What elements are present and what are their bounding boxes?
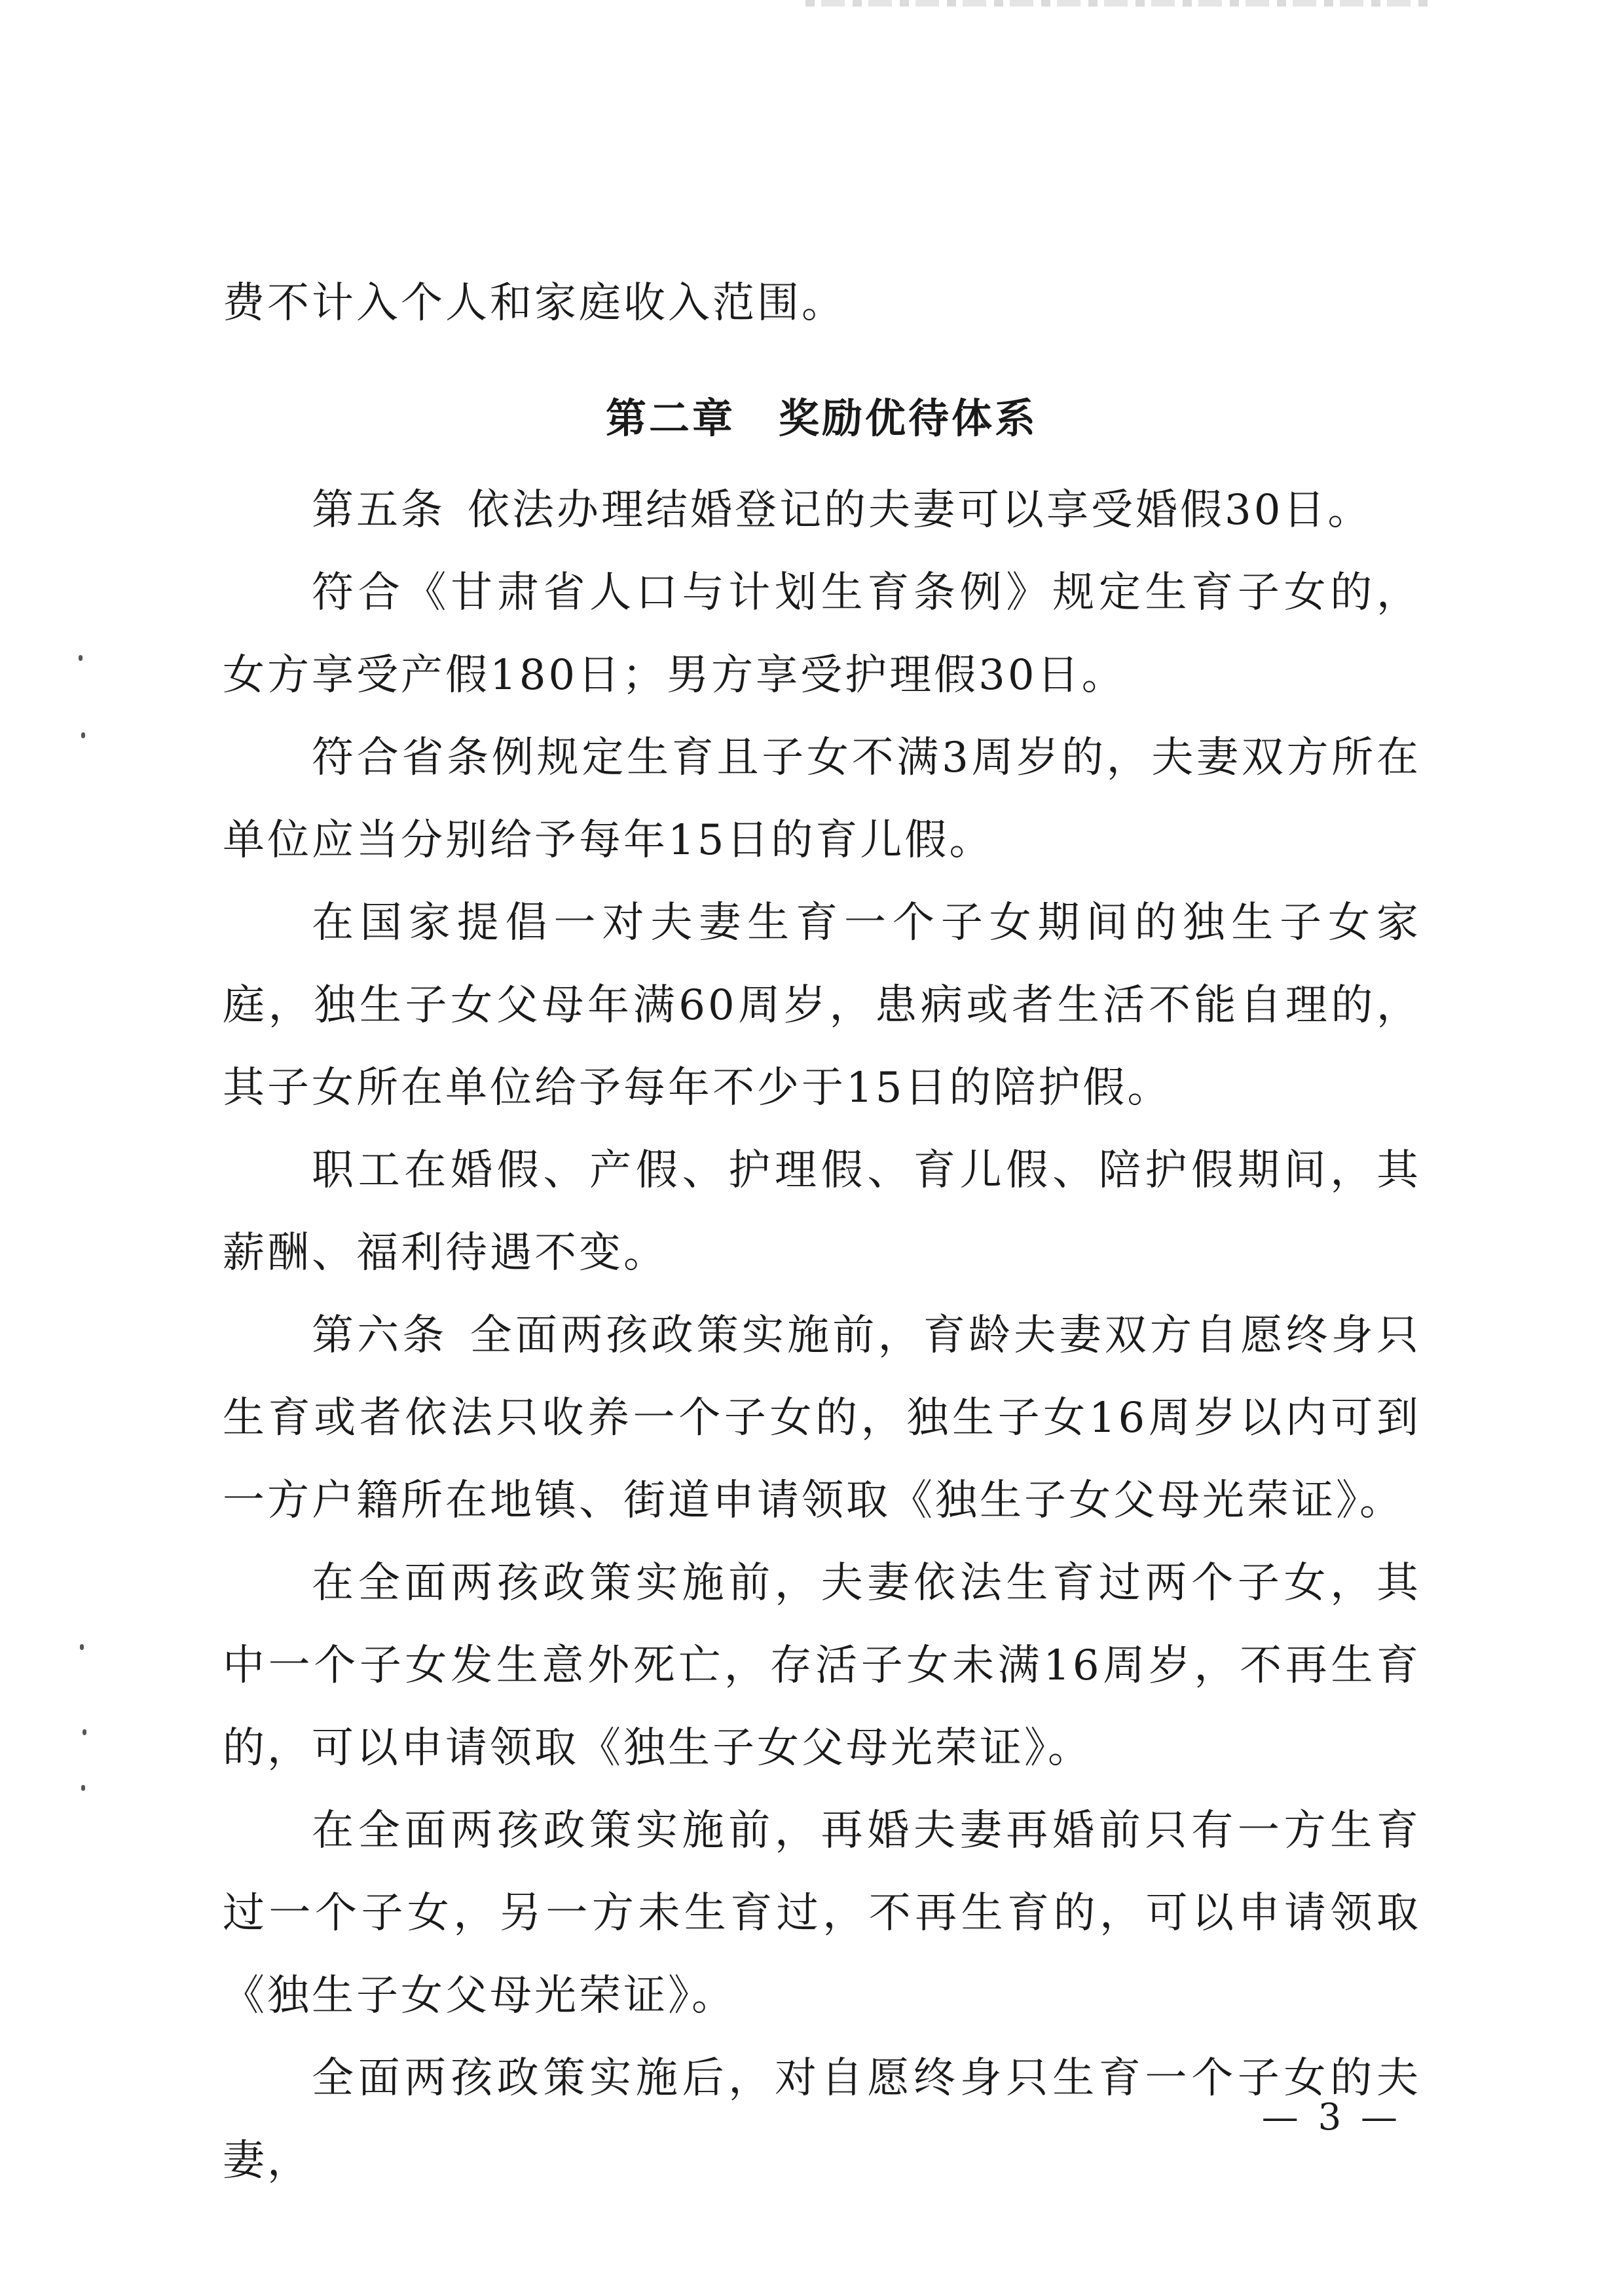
paragraph bbox=[223, 552, 1421, 717]
paragraph bbox=[223, 1790, 1421, 2037]
article-heading: 第五条 bbox=[312, 486, 445, 534]
paragraph-text: 在全面两孩政策实施前，再婚夫妻再婚前只有一方生育过一个子女，另一方未生育过，不再生育的，可以申请领取《独生子女父母光荣证》。 bbox=[223, 1807, 1421, 2020]
body-text bbox=[223, 262, 1421, 2202]
paragraph-text: 符合省条例规定生育且子女不满3周岁的，夫妻双方所在单位应当分别给予每年15日的育儿假。 bbox=[223, 734, 1421, 865]
paragraph-text: 全面两孩政策实施后，对自愿终身只生育一个子女的夫妻， bbox=[223, 2054, 1421, 2185]
paragraph bbox=[223, 1542, 1421, 1790]
paragraph-text: 依法办理结婚登记的夫妻可以享受婚假30日。 bbox=[468, 486, 1373, 534]
paragraph bbox=[223, 2037, 1421, 2202]
paragraph bbox=[223, 1129, 1421, 1294]
scan-artifact-strip bbox=[805, 0, 1434, 7]
paragraph bbox=[223, 469, 1421, 552]
scan-artifact-dot bbox=[81, 732, 85, 738]
article-heading: 第六条 bbox=[312, 1311, 448, 1360]
paragraph-text: 在国家提倡一对夫妻生育一个子女期间的独生子女家庭，独生子女父母年满60周岁，患病或者生活不能自理的，其子女所在单位给予每年不少于15日的陪护假。 bbox=[223, 899, 1421, 1112]
paragraph bbox=[223, 1294, 1421, 1542]
scan-artifact-dot bbox=[79, 655, 83, 661]
continuation-line: 费不计入个人和家庭收入范围。 bbox=[223, 279, 846, 328]
scan-artifact-dot bbox=[81, 1785, 85, 1791]
paragraph-text: 符合《甘肃省人口与计划生育条例》规定生育子女的，女方享受产假180日；男方享受护理假30日。 bbox=[223, 569, 1421, 700]
page-number: — 3 — bbox=[1261, 2096, 1401, 2139]
paragraph-text: 职工在婚假、产假、护理假、育儿假、陪护假期间，其薪酬、福利待遇不变。 bbox=[223, 1146, 1421, 1277]
scan-artifact-dot bbox=[83, 1729, 86, 1735]
paragraph bbox=[223, 717, 1421, 882]
paragraph-text: 全面两孩政策实施前，育龄夫妻双方自愿终身只生育或者依法只收养一个子女的，独生子女16周岁以内可到一方户籍所在地镇、街道申请领取《独生子女父母光荣证》。 bbox=[223, 1311, 1422, 1525]
chapter-title: 第二章 奖励优待体系 bbox=[605, 394, 1038, 442]
paragraph bbox=[223, 882, 1421, 1129]
scan-artifact-dot bbox=[80, 1644, 84, 1650]
paragraph-text: 在全面两孩政策实施前，夫妻依法生育过两个子女，其中一个子女发生意外死亡，存活子女未满16周岁，不再生育的，可以申请领取《独生子女父母光荣证》。 bbox=[223, 1559, 1421, 1772]
